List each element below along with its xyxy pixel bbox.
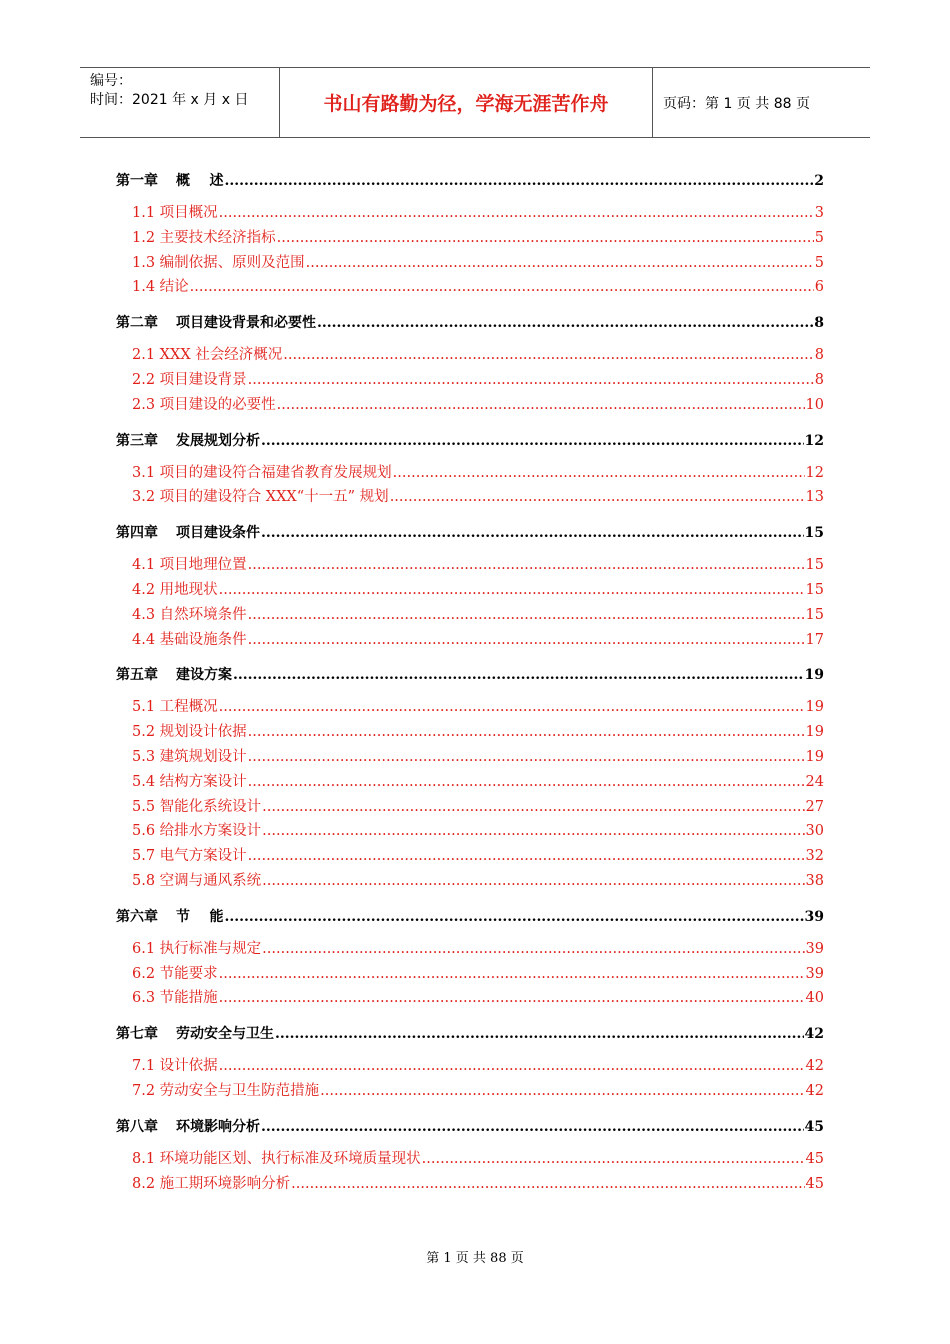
toc-page-number: 32 xyxy=(805,848,824,865)
toc-section-entry[interactable] xyxy=(116,770,824,795)
toc-section-label: 2.2 项目建设背景 xyxy=(132,371,247,388)
toc-leader-dots xyxy=(219,578,805,603)
toc-section-entry[interactable] xyxy=(116,745,824,770)
toc-section-entry[interactable] xyxy=(116,795,824,820)
toc-leader-dots xyxy=(291,1172,804,1197)
document-date: 时间：2021 年 x 月 x 日 xyxy=(90,92,249,108)
toc-leader-dots xyxy=(248,553,805,578)
toc-section-entry[interactable] xyxy=(116,1172,824,1197)
toc-section-entry[interactable] xyxy=(116,461,824,486)
toc-section-label: 4.3 自然环境条件 xyxy=(132,606,247,623)
toc-section-entry[interactable] xyxy=(116,368,824,393)
toc-chapter-entry[interactable] xyxy=(116,522,824,544)
toc-leader-dots xyxy=(233,664,804,686)
toc-leader-dots xyxy=(225,170,814,192)
toc-section-label: 5.2 规划设计依据 xyxy=(132,724,247,741)
toc-chapter-label: 第五章 xyxy=(116,667,158,684)
toc-page-number: 39 xyxy=(804,908,824,925)
toc-chapter-entry[interactable] xyxy=(116,1023,824,1045)
toc-chapter-label: 第八章 xyxy=(116,1118,158,1135)
toc-chapter-label: 第七章 xyxy=(116,1026,158,1043)
toc-section-label: 5.3 建筑规划设计 xyxy=(132,748,247,765)
toc-leader-dots xyxy=(393,461,805,486)
toc-page-number: 24 xyxy=(805,773,824,790)
toc-chapter-label: 第一章 xyxy=(116,173,158,189)
toc-page-number: 30 xyxy=(805,823,824,840)
toc-leader-dots xyxy=(277,393,805,418)
toc-section-label: 7.1 设计依据 xyxy=(132,1058,218,1075)
toc-page-number: 19 xyxy=(805,724,824,741)
toc-section-entry[interactable] xyxy=(116,603,824,628)
toc-chapter-title: 项目建设背景和必要性 xyxy=(176,315,316,332)
toc-leader-dots xyxy=(275,1023,804,1045)
toc-leader-dots xyxy=(261,522,804,544)
toc-chapter-title: 发展规划分析 xyxy=(176,432,260,449)
toc-page-number: 19 xyxy=(805,699,824,716)
toc-section-entry[interactable] xyxy=(116,1079,824,1104)
toc-chapter-entry[interactable] xyxy=(116,906,824,928)
toc-chapter-entry[interactable] xyxy=(116,430,824,452)
toc-section-entry[interactable] xyxy=(116,201,824,226)
toc-section-entry[interactable] xyxy=(116,986,824,1011)
toc-page-number: 17 xyxy=(805,631,824,648)
toc-section-label: 4.1 项目地理位置 xyxy=(132,557,247,574)
toc-leader-dots xyxy=(262,869,804,894)
toc-chapter-title: 项目建设条件 xyxy=(176,525,260,542)
toc-leader-dots xyxy=(262,937,804,962)
toc-section-entry[interactable] xyxy=(116,1147,824,1172)
toc-page-number: 45 xyxy=(804,1118,824,1135)
toc-section-label: 6.1 执行标准与规定 xyxy=(132,940,262,957)
toc-section-label: 5.5 智能化系统设计 xyxy=(132,798,262,815)
header-motto: 书山有路勤为径，学海无涯苦作舟 xyxy=(280,68,653,137)
toc-section-entry[interactable] xyxy=(116,937,824,962)
toc-leader-dots xyxy=(261,430,804,452)
toc-page-number: 8 xyxy=(814,347,824,364)
toc-page-number: 13 xyxy=(805,489,824,506)
toc-chapter-label: 第四章 xyxy=(116,525,158,542)
toc-leader-dots xyxy=(219,695,805,720)
toc-page-number: 40 xyxy=(805,990,824,1007)
toc-section-entry[interactable] xyxy=(116,251,824,276)
toc-section-entry[interactable] xyxy=(116,869,824,894)
document-number-label: 编号： xyxy=(90,73,132,89)
toc-leader-dots xyxy=(262,819,804,844)
toc-section-label: 1.3 编制依据、原则及范围 xyxy=(132,254,305,271)
toc-section-label: 1.4 结论 xyxy=(132,279,189,296)
toc-section-entry[interactable] xyxy=(116,695,824,720)
toc-page-number: 10 xyxy=(805,396,824,413)
toc-leader-dots xyxy=(219,201,814,226)
header-page-info: 页码：第 1 页 共 88 页 xyxy=(663,95,810,112)
toc-page-number: 45 xyxy=(805,1175,824,1192)
toc-leader-dots xyxy=(219,962,805,987)
toc-page-number: 8 xyxy=(814,315,824,332)
toc-section-entry[interactable] xyxy=(116,578,824,603)
toc-page-number: 12 xyxy=(805,464,824,481)
toc-chapter-title: 劳动安全与卫生 xyxy=(176,1026,274,1043)
toc-page-number: 12 xyxy=(804,432,824,449)
toc-page-number: 27 xyxy=(805,798,824,815)
toc-page-number: 5 xyxy=(814,254,824,271)
toc-chapter-title: 概 述 xyxy=(176,173,224,189)
toc-chapter-label: 第二章 xyxy=(116,315,158,332)
toc-leader-dots xyxy=(320,1079,804,1104)
toc-page-number: 38 xyxy=(805,872,824,889)
toc-page-number: 15 xyxy=(805,581,824,598)
toc-leader-dots xyxy=(219,986,805,1011)
toc-leader-dots xyxy=(225,906,804,928)
toc-leader-dots xyxy=(390,485,805,510)
toc-chapter-label: 第六章 xyxy=(116,908,158,925)
toc-leader-dots xyxy=(248,368,814,393)
toc-chapter-entry[interactable] xyxy=(116,170,824,192)
toc-leader-dots xyxy=(248,603,805,628)
toc-leader-dots xyxy=(306,251,814,276)
toc-page-number: 39 xyxy=(805,965,824,982)
toc-section-entry[interactable] xyxy=(116,226,824,251)
toc-chapter-entry[interactable] xyxy=(116,664,824,686)
toc-page-number: 15 xyxy=(805,557,824,574)
toc-leader-dots xyxy=(277,226,814,251)
toc-chapter-title: 节 能 xyxy=(176,908,224,925)
toc-section-label: 2.1 XXX 社会经济概况 xyxy=(132,347,283,364)
toc-section-entry[interactable] xyxy=(116,343,824,368)
toc-chapter-label: 第三章 xyxy=(116,432,158,449)
toc-leader-dots xyxy=(261,1116,804,1138)
toc-section-label: 7.2 劳动安全与卫生防范措施 xyxy=(132,1082,320,1099)
toc-chapter-title: 环境影响分析 xyxy=(176,1118,260,1135)
toc-section-label: 2.3 项目建设的必要性 xyxy=(132,396,276,413)
toc-leader-dots xyxy=(248,745,805,770)
page-header xyxy=(80,67,870,138)
toc-section-entry[interactable] xyxy=(116,962,824,987)
toc-page-number: 19 xyxy=(804,667,824,684)
toc-page-number: 3 xyxy=(814,205,824,221)
toc-page-number: 5 xyxy=(814,229,824,246)
toc-chapter-entry[interactable] xyxy=(116,1116,824,1138)
toc-section-entry[interactable] xyxy=(116,1054,824,1079)
header-meta xyxy=(80,68,280,137)
toc-leader-dots xyxy=(219,1054,805,1079)
toc-leader-dots xyxy=(248,844,805,869)
toc-leader-dots xyxy=(283,343,814,368)
toc-chapter-title: 建设方案 xyxy=(176,667,232,684)
toc-section-label: 5.4 结构方案设计 xyxy=(132,773,247,790)
toc-section-label: 4.4 基础设施条件 xyxy=(132,631,247,648)
toc-page-number: 8 xyxy=(814,371,824,388)
toc-page-number: 42 xyxy=(805,1082,824,1099)
toc-page-number: 19 xyxy=(805,748,824,765)
toc-section-label: 3.2 项目的建设符合 XXX“十一五” 规划 xyxy=(132,489,389,506)
toc-leader-dots xyxy=(262,795,804,820)
toc-section-entry[interactable] xyxy=(116,819,824,844)
table-of-contents xyxy=(116,170,824,1196)
toc-leader-dots xyxy=(190,275,814,300)
toc-leader-dots xyxy=(248,720,805,745)
toc-page-number: 42 xyxy=(805,1058,824,1075)
toc-section-entry[interactable] xyxy=(116,844,824,869)
toc-section-entry[interactable] xyxy=(116,628,824,653)
toc-section-entry[interactable] xyxy=(116,720,824,745)
toc-section-label: 5.6 给排水方案设计 xyxy=(132,823,262,840)
toc-section-label: 5.1 工程概况 xyxy=(132,699,218,716)
toc-section-label: 8.2 施工期环境影响分析 xyxy=(132,1175,291,1192)
toc-section-entry[interactable] xyxy=(116,393,824,418)
toc-page-number: 15 xyxy=(804,525,824,542)
toc-section-label: 1.2 主要技术经济指标 xyxy=(132,229,276,246)
toc-page-number: 2 xyxy=(814,173,824,189)
toc-page-number: 42 xyxy=(804,1026,824,1043)
toc-section-label: 4.2 用地现状 xyxy=(132,581,218,598)
toc-page-number: 45 xyxy=(805,1150,824,1167)
toc-section-label: 1.1 项目概况 xyxy=(132,205,218,221)
toc-page-number: 39 xyxy=(805,940,824,957)
toc-section-label: 6.2 节能要求 xyxy=(132,965,218,982)
toc-section-label: 6.3 节能措施 xyxy=(132,990,218,1007)
toc-page-number: 6 xyxy=(814,279,824,296)
toc-leader-dots xyxy=(317,312,813,334)
toc-section-entry[interactable] xyxy=(116,553,824,578)
toc-section-label: 3.1 项目的建设符合福建省教育发展规划 xyxy=(132,464,392,481)
toc-section-label: 5.8 空调与通风系统 xyxy=(132,872,262,889)
toc-page-number: 15 xyxy=(805,606,824,623)
toc-chapter-entry[interactable] xyxy=(116,312,824,334)
toc-section-label: 8.1 环境功能区划、执行标准及环境质量现状 xyxy=(132,1150,421,1167)
toc-leader-dots xyxy=(248,770,805,795)
toc-section-label: 5.7 电气方案设计 xyxy=(132,848,247,865)
toc-leader-dots xyxy=(422,1147,805,1172)
toc-leader-dots xyxy=(248,628,805,653)
page-footer: 第 1 页 共 88 页 xyxy=(426,1251,524,1266)
toc-section-entry[interactable] xyxy=(116,485,824,510)
toc-section-entry[interactable] xyxy=(116,275,824,300)
